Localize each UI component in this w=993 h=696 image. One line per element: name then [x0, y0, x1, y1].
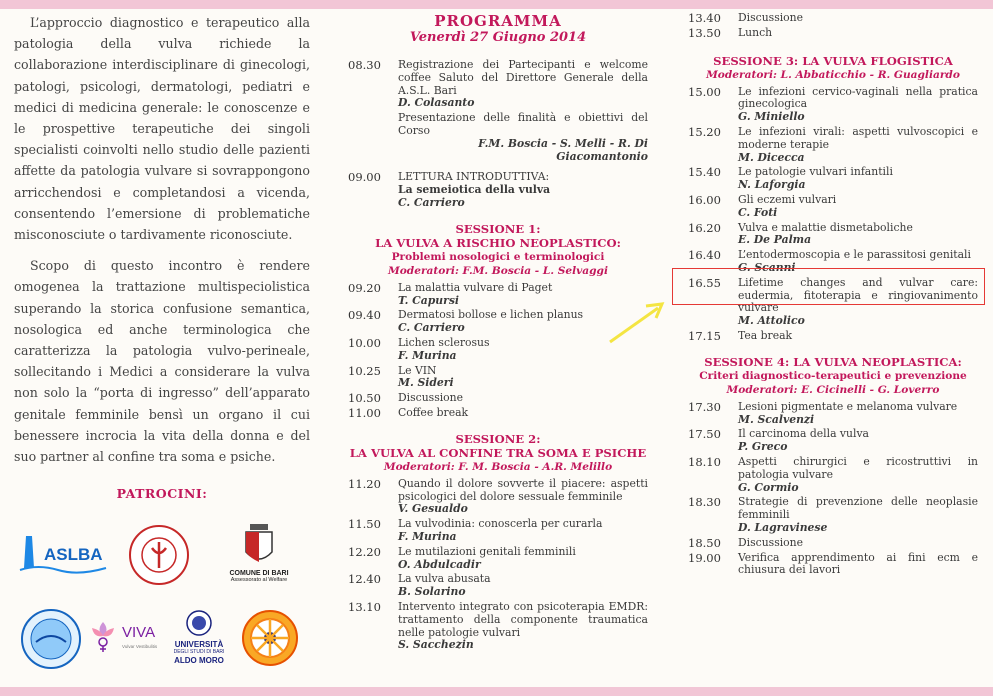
agenda-title: Le VIN: [398, 363, 437, 377]
agenda-title: Discussione: [738, 535, 804, 549]
patrocini-title: PATROCINI:: [116, 486, 208, 501]
agenda-time: 15.00: [688, 84, 721, 99]
agenda-time: 13.10: [348, 599, 381, 614]
agenda-time: 16.40: [688, 248, 721, 263]
agenda-row: [688, 537, 978, 550]
agenda-title: Dermatosi bollose e lichen planus: [398, 308, 584, 322]
agenda-title: Lichen sclerosus: [398, 335, 490, 349]
agenda-row: [348, 407, 648, 420]
speaker: C. Carriero: [398, 321, 465, 335]
agenda-time: 10.50: [348, 391, 381, 406]
agenda-time: 09.40: [348, 308, 381, 323]
session-1-header: SESSIONE 1: LA VULVA A RISCHIO NEOPLASTICO: Problemi nosologici e terminologici Moderatori: F.M. Boscia - L. Selvaggi: [375, 221, 621, 277]
speaker: N. Laforgia: [738, 178, 806, 192]
agenda-row: 08.30 Registrazione dei Partecipanti e welcome coffee Saluto del Direttore Generale della A.S.L. Bari D. Colasanto: [348, 58, 648, 110]
comune-bari-logo: [224, 522, 294, 590]
agenda-title: Intervento integrato con psicoterapia EMDR: trattamento della componente traumatica nelle patologie vulvari: [398, 599, 648, 639]
programma-title: PROGRAMMA: [434, 12, 562, 30]
uni-line-2: DEGLI STUDI DI BARI: [173, 649, 225, 655]
speaker: G. Miniello: [738, 110, 805, 124]
speaker: F. Murina: [398, 348, 457, 362]
speaker: E. De Palma: [738, 233, 812, 247]
agenda-title: Strategie di prevenzione delle neoplasie femminili: [738, 495, 978, 522]
agenda-row: [688, 86, 978, 124]
agenda-time: 17.15: [688, 328, 721, 343]
agenda-row: [688, 166, 978, 192]
agenda-title: Vulva e malattie dismetaboliche: [738, 220, 913, 234]
agenda-row: [348, 365, 648, 391]
uni-line-3: ALDO MORO: [174, 656, 224, 665]
speaker: M. Scalvenzi: [738, 412, 815, 426]
agenda-title: La vulva abusata: [398, 572, 491, 586]
agenda-title: L’entodermoscopia e le parassitosi genitali: [738, 248, 971, 262]
agenda-title: La malattia vulvare di Paget: [398, 280, 553, 294]
arrow-icon: [604, 298, 668, 348]
agenda-time: 09.20: [348, 280, 381, 295]
asl-bari-logo: [18, 528, 108, 578]
agenda-title: Le infezioni cervico-vaginali nella pratica ginecologica: [738, 84, 978, 111]
agenda-row: [348, 518, 648, 544]
speaker: F.M. Boscia - S. Melli - R. Di Giacomantonio: [478, 136, 648, 163]
agenda-title: Quando il dolore sovverte il piacere: aspetti psicologici del dolore sessuale femminile: [398, 476, 648, 503]
agenda-row: [348, 282, 648, 308]
agenda-time: 18.10: [688, 454, 721, 469]
agenda-row: [348, 546, 648, 572]
universita-bari-logo: [166, 610, 232, 672]
agenda-row: [688, 194, 978, 220]
viva-logo: [88, 618, 160, 658]
agenda-time: 16.55: [688, 275, 721, 290]
agenda-title: Gli eczemi vulvari: [738, 192, 837, 206]
agenda-title: Lesioni pigmentate e melanoma vulvare: [738, 399, 958, 413]
session-3-header: SESSIONE 3: LA VULVA FLOGISTICA Moderatori: L. Abbaticchio - R. Guagliardo: [706, 53, 960, 81]
speaker: S. Sacchezin: [398, 638, 474, 652]
agenda-title: Verifica apprendimento ai fini ecm e chiusura dei lavori: [738, 550, 978, 577]
uni-line-1: UNIVERSITÀ: [174, 640, 224, 649]
speaker: V. Gesualdo: [398, 502, 468, 516]
viva-subtext: Vulvar Vestibulitis: [122, 644, 158, 649]
agenda-time: 15.40: [688, 165, 721, 180]
intro-paragraph-2: Scopo di questo incontro è rendere omogenea la trattazione multispeciolistica superando la storica confusione semantica, nosologica ed anche terminologica che caratterizza la patologia vulvo-perineale, sollecitando i Medici a considerare la vulva non solo la “porta di ingresso” dell’apparato genitale femminile bensì un organo il cui benessere incrocia la vita della donna e del suo partner al confine tra soma e psiche.: [14, 258, 310, 465]
agenda-title: Tea break: [738, 328, 793, 342]
agenda-time: 11.20: [348, 476, 381, 491]
speaker: C. Foti: [738, 205, 778, 219]
speaker: T. Capursi: [398, 293, 460, 307]
flower-icon: [88, 618, 118, 654]
speaker: F. Murina: [398, 529, 457, 543]
speaker: B. Solarino: [398, 585, 466, 599]
agenda-time: 17.50: [688, 427, 721, 442]
comune-bari-text: COMUNE DI BARI: [229, 570, 289, 577]
ordine-medici-logo: [20, 608, 82, 670]
agenda-row: [688, 401, 978, 427]
agenda-time: 16.00: [688, 192, 721, 207]
speaker: C. Carriero: [398, 195, 465, 209]
agenda-time: 12.20: [348, 544, 381, 559]
agenda-row: [348, 337, 648, 363]
agenda-title: Aspetti chirurgici e ricostruttivi in patologia vulvare: [738, 454, 978, 481]
agenda-row: [348, 392, 648, 405]
agenda-time: 11.50: [348, 517, 381, 532]
agenda-row: [348, 309, 648, 335]
agenda-row: 09.00 LETTURA INTRODUTTIVA: La semeiotica della vulva C. Carriero: [348, 171, 648, 209]
agenda-row: [688, 428, 978, 454]
speaker: O. Abdulcadir: [398, 557, 481, 571]
speaker: G. Scanni: [738, 260, 796, 274]
speaker: D. Colasanto: [398, 96, 475, 110]
agenda-row: Presentazione delle finalità e obiettivi del Corso F.M. Boscia - S. Melli - R. Di Giacomantonio: [398, 111, 648, 163]
agenda-time: 10.25: [348, 363, 381, 378]
agenda-time: 19.00: [688, 550, 721, 565]
agenda-title: Discussione: [398, 391, 464, 405]
agenda-row: [348, 601, 648, 652]
coat-of-arms-icon: [242, 522, 276, 566]
university-seal-icon: [186, 610, 212, 636]
speaker: D. Lagravinese: [738, 520, 828, 534]
highlight-box: [672, 268, 985, 305]
agenda-row: 13.40 Discussione: [688, 11, 804, 25]
comune-bari-subtext: Assessorato al Welfare: [230, 577, 288, 583]
asl-text: ASLBA: [44, 545, 103, 564]
bottom-band: [0, 687, 993, 696]
agenda-time: 12.40: [348, 572, 381, 587]
agenda-title: Il carcinoma della vulva: [738, 427, 869, 441]
agenda-time: 16.20: [688, 220, 721, 235]
speaker: G. Cormio: [738, 480, 799, 494]
agenda-row: [688, 330, 978, 343]
agenda-title: Le patologie vulvari infantili: [738, 165, 893, 179]
agenda-time: 18.30: [688, 495, 721, 510]
agenda-row: [348, 478, 648, 516]
agenda-row: [688, 456, 978, 494]
rotary-logo: [240, 608, 300, 668]
agenda-time: 15.20: [688, 124, 721, 139]
agenda-time: 18.50: [688, 535, 721, 550]
agenda-time: 17.30: [688, 399, 721, 414]
intro-paragraph-1: L’approccio diagnostico e terapeutico alla patologia della vulva richiede la collaborazione interdisciplinare di ginecologi, patologi, psicologi, dermatologi, pediatri e medici di medicina generale: le conoscenze e le prospettive terapeutiche dei singoli specialisti coinvolti nello studio delle pazienti affette da patologia vulvare si sovrappongono arricchendosi e completandosi a vicenda, consentendo l’emersione di problematiche misconosciute o tardivamente riconosciute.: [14, 15, 310, 243]
agenda-title: La vulvodinia: conoscerla per curarla: [398, 517, 603, 531]
speaker: P. Greco: [738, 440, 788, 454]
programma-column: [348, 12, 648, 654]
agenda-title: Le infezioni virali: aspetti vulvoscopici e moderne terapie: [738, 124, 978, 151]
agenda-time: 11.00: [348, 405, 381, 420]
agenda-title: Le mutilazioni genitali femminili: [398, 544, 576, 558]
speaker: M. Dicecca: [738, 150, 805, 164]
agenda-row: [688, 552, 978, 578]
session-2-header: SESSIONE 2: LA VULVA AL CONFINE TRA SOMA E PSICHE Moderatori: F. M. Boscia - A.R. Melillo: [349, 431, 647, 473]
speaker: M. Sideri: [398, 376, 454, 390]
agenda-row: [688, 126, 978, 164]
agenda-time: 10.00: [348, 335, 381, 350]
speaker: M. Attolico: [738, 314, 805, 328]
agenda-row: 13.50 Lunch: [688, 25, 773, 40]
regione-puglia-logo: [128, 524, 190, 586]
intro-column: [14, 12, 310, 477]
top-band: [0, 0, 993, 9]
agenda-title: Coffee break: [398, 405, 469, 419]
agenda-row: [348, 573, 648, 599]
agenda-row: [688, 222, 978, 248]
programma-date: Venerdì 27 Giugno 2014: [409, 30, 587, 45]
viva-text: VIVA: [122, 624, 156, 641]
agenda-row: [688, 496, 978, 534]
session-4-header: SESSIONE 4: LA VULVA NEOPLASTICA: Criteri diagnostico-terapeutici e prevenzione Moderatori: E. Cicinelli - G. Loverro: [699, 354, 967, 396]
agenda-title: Lifetime changes and vulvar care: eudermia, fitoterapia e ringiovanimento vulvare: [738, 275, 978, 315]
